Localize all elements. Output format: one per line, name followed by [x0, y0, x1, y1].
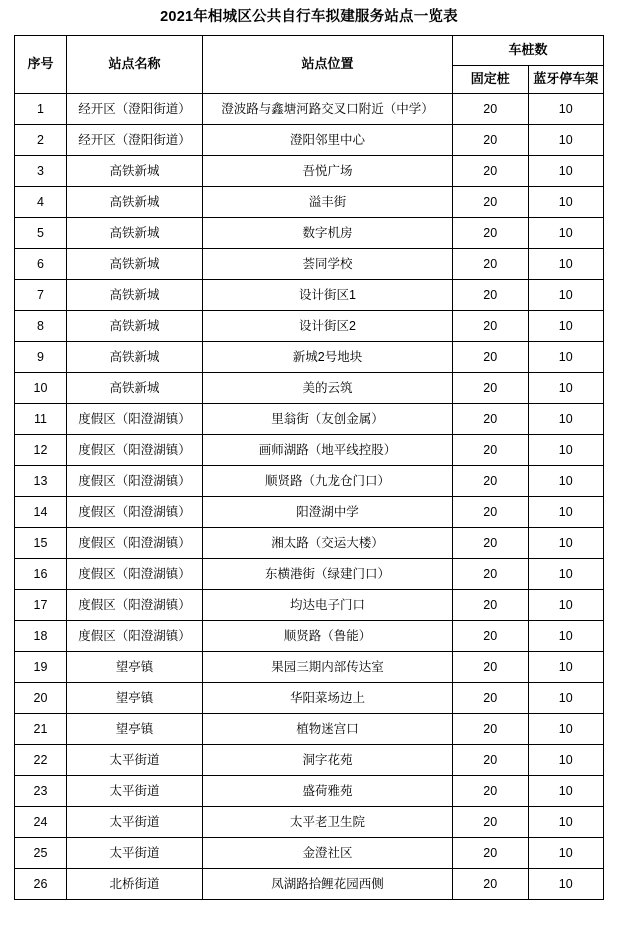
cell-fixed-pile: 20	[453, 745, 529, 776]
cell-fixed-pile: 20	[453, 404, 529, 435]
table-row	[15, 94, 604, 125]
cell-station-location: 美的云筑	[203, 373, 453, 404]
cell-seq: 17	[15, 590, 67, 621]
cell-station-location: 植物迷宫口	[203, 714, 453, 745]
cell-seq: 22	[15, 745, 67, 776]
cell-fixed-pile: 20	[453, 311, 529, 342]
table-row	[15, 156, 604, 187]
cell-station-name: 度假区（阳澄湖镇）	[67, 466, 203, 497]
cell-station-location: 澄波路与鑫塘河路交叉口附近（中学）	[203, 94, 453, 125]
cell-station-name: 度假区（阳澄湖镇）	[67, 621, 203, 652]
cell-fixed-pile: 20	[453, 156, 529, 187]
cell-fixed-pile: 20	[453, 559, 529, 590]
table-row	[15, 652, 604, 683]
table-row	[15, 590, 604, 621]
cell-seq: 25	[15, 838, 67, 869]
cell-fixed-pile: 20	[453, 528, 529, 559]
cell-bluetooth-rack: 10	[528, 342, 604, 373]
cell-station-location: 盛荷雅苑	[203, 776, 453, 807]
cell-station-location: 澄阳邻里中心	[203, 125, 453, 156]
cell-station-name: 高铁新城	[67, 342, 203, 373]
cell-seq: 21	[15, 714, 67, 745]
cell-bluetooth-rack: 10	[528, 466, 604, 497]
column-header-bluetooth-rack: 蓝牙停车架	[528, 66, 604, 94]
column-header-pile-group: 车桩数	[453, 36, 604, 66]
cell-seq: 19	[15, 652, 67, 683]
cell-station-location: 阳澄湖中学	[203, 497, 453, 528]
table-row	[15, 497, 604, 528]
cell-station-name: 太平街道	[67, 776, 203, 807]
cell-fixed-pile: 20	[453, 683, 529, 714]
cell-bluetooth-rack: 10	[528, 187, 604, 218]
table-row	[15, 404, 604, 435]
cell-station-name: 度假区（阳澄湖镇）	[67, 528, 203, 559]
cell-bluetooth-rack: 10	[528, 497, 604, 528]
table-row	[15, 745, 604, 776]
cell-seq: 26	[15, 869, 67, 900]
table-header-row-top	[15, 36, 604, 66]
column-header-seq: 序号	[15, 36, 67, 94]
table-row	[15, 125, 604, 156]
cell-station-location: 湘太路（交运大楼）	[203, 528, 453, 559]
cell-station-name: 望亭镇	[67, 714, 203, 745]
cell-station-name: 度假区（阳澄湖镇）	[67, 559, 203, 590]
column-header-station-location: 站点位置	[203, 36, 453, 94]
cell-bluetooth-rack: 10	[528, 156, 604, 187]
table-row	[15, 373, 604, 404]
table-row	[15, 683, 604, 714]
cell-bluetooth-rack: 10	[528, 528, 604, 559]
cell-station-location: 画师湖路（地平线控股）	[203, 435, 453, 466]
cell-station-location: 溢丰街	[203, 187, 453, 218]
cell-seq: 10	[15, 373, 67, 404]
table-body	[15, 94, 604, 900]
cell-fixed-pile: 20	[453, 373, 529, 404]
cell-station-name: 高铁新城	[67, 187, 203, 218]
cell-station-name: 高铁新城	[67, 218, 203, 249]
table-row	[15, 807, 604, 838]
cell-fixed-pile: 20	[453, 869, 529, 900]
cell-bluetooth-rack: 10	[528, 249, 604, 280]
cell-bluetooth-rack: 10	[528, 652, 604, 683]
cell-bluetooth-rack: 10	[528, 683, 604, 714]
cell-seq: 15	[15, 528, 67, 559]
cell-seq: 2	[15, 125, 67, 156]
cell-station-name: 度假区（阳澄湖镇）	[67, 404, 203, 435]
cell-seq: 3	[15, 156, 67, 187]
cell-bluetooth-rack: 10	[528, 218, 604, 249]
cell-fixed-pile: 20	[453, 435, 529, 466]
table-row	[15, 342, 604, 373]
cell-station-name: 高铁新城	[67, 373, 203, 404]
cell-station-name: 高铁新城	[67, 280, 203, 311]
table-header	[15, 36, 604, 94]
station-table	[14, 35, 604, 900]
cell-station-name: 经开区（澄阳街道）	[67, 94, 203, 125]
table-row	[15, 838, 604, 869]
cell-seq: 18	[15, 621, 67, 652]
cell-station-location: 果园三期内部传达室	[203, 652, 453, 683]
cell-station-location: 顺贤路（鲁能）	[203, 621, 453, 652]
cell-station-name: 北桥街道	[67, 869, 203, 900]
cell-station-name: 太平街道	[67, 745, 203, 776]
cell-bluetooth-rack: 10	[528, 869, 604, 900]
cell-seq: 23	[15, 776, 67, 807]
column-header-station-name: 站点名称	[67, 36, 203, 94]
cell-fixed-pile: 20	[453, 652, 529, 683]
table-row	[15, 869, 604, 900]
table-row	[15, 559, 604, 590]
cell-station-location: 设计街区1	[203, 280, 453, 311]
table-row	[15, 249, 604, 280]
cell-fixed-pile: 20	[453, 714, 529, 745]
cell-seq: 1	[15, 94, 67, 125]
cell-station-name: 度假区（阳澄湖镇）	[67, 590, 203, 621]
cell-seq: 20	[15, 683, 67, 714]
cell-seq: 4	[15, 187, 67, 218]
cell-seq: 14	[15, 497, 67, 528]
cell-fixed-pile: 20	[453, 342, 529, 373]
cell-bluetooth-rack: 10	[528, 807, 604, 838]
cell-seq: 11	[15, 404, 67, 435]
cell-station-location: 金澄社区	[203, 838, 453, 869]
cell-fixed-pile: 20	[453, 621, 529, 652]
cell-station-location: 太平老卫生院	[203, 807, 453, 838]
table-row	[15, 528, 604, 559]
column-header-fixed-pile: 固定桩	[453, 66, 529, 94]
cell-station-location: 数字机房	[203, 218, 453, 249]
page-title: 2021年相城区公共自行车拟建服务站点一览表	[160, 9, 458, 25]
cell-seq: 13	[15, 466, 67, 497]
cell-fixed-pile: 20	[453, 776, 529, 807]
cell-seq: 5	[15, 218, 67, 249]
cell-station-location: 洞字花苑	[203, 745, 453, 776]
cell-station-location: 东横港街（绿建门口）	[203, 559, 453, 590]
cell-station-name: 高铁新城	[67, 311, 203, 342]
cell-bluetooth-rack: 10	[528, 559, 604, 590]
cell-fixed-pile: 20	[453, 187, 529, 218]
cell-fixed-pile: 20	[453, 590, 529, 621]
cell-station-name: 度假区（阳澄湖镇）	[67, 435, 203, 466]
cell-station-name: 高铁新城	[67, 249, 203, 280]
table-row	[15, 776, 604, 807]
cell-station-name: 经开区（澄阳街道）	[67, 125, 203, 156]
cell-station-name: 望亭镇	[67, 652, 203, 683]
cell-seq: 6	[15, 249, 67, 280]
cell-station-location: 荟同学校	[203, 249, 453, 280]
cell-seq: 9	[15, 342, 67, 373]
cell-seq: 7	[15, 280, 67, 311]
cell-fixed-pile: 20	[453, 125, 529, 156]
cell-bluetooth-rack: 10	[528, 373, 604, 404]
cell-station-location: 里翁街（友创金属）	[203, 404, 453, 435]
table-row	[15, 435, 604, 466]
cell-bluetooth-rack: 10	[528, 311, 604, 342]
cell-bluetooth-rack: 10	[528, 838, 604, 869]
cell-station-location: 华阳菜场边上	[203, 683, 453, 714]
cell-bluetooth-rack: 10	[528, 435, 604, 466]
cell-station-name: 高铁新城	[67, 156, 203, 187]
cell-bluetooth-rack: 10	[528, 125, 604, 156]
cell-seq: 16	[15, 559, 67, 590]
table-row	[15, 621, 604, 652]
cell-bluetooth-rack: 10	[528, 280, 604, 311]
table-row	[15, 466, 604, 497]
cell-station-name: 望亭镇	[67, 683, 203, 714]
table-row	[15, 218, 604, 249]
cell-fixed-pile: 20	[453, 497, 529, 528]
cell-bluetooth-rack: 10	[528, 590, 604, 621]
cell-bluetooth-rack: 10	[528, 745, 604, 776]
cell-station-location: 凤湖路拾鲤花园西侧	[203, 869, 453, 900]
cell-station-location: 顺贤路（九龙仓门口）	[203, 466, 453, 497]
table-row	[15, 714, 604, 745]
cell-fixed-pile: 20	[453, 249, 529, 280]
cell-station-name: 太平街道	[67, 807, 203, 838]
cell-seq: 24	[15, 807, 67, 838]
cell-station-name: 度假区（阳澄湖镇）	[67, 497, 203, 528]
cell-fixed-pile: 20	[453, 94, 529, 125]
table-row	[15, 280, 604, 311]
cell-fixed-pile: 20	[453, 218, 529, 249]
cell-seq: 12	[15, 435, 67, 466]
cell-station-location: 均达电子门口	[203, 590, 453, 621]
cell-bluetooth-rack: 10	[528, 94, 604, 125]
cell-seq: 8	[15, 311, 67, 342]
cell-fixed-pile: 20	[453, 280, 529, 311]
cell-bluetooth-rack: 10	[528, 776, 604, 807]
table-row	[15, 311, 604, 342]
cell-station-location: 新城2号地块	[203, 342, 453, 373]
cell-station-name: 太平街道	[67, 838, 203, 869]
cell-fixed-pile: 20	[453, 807, 529, 838]
cell-bluetooth-rack: 10	[528, 621, 604, 652]
cell-station-location: 设计街区2	[203, 311, 453, 342]
cell-fixed-pile: 20	[453, 838, 529, 869]
cell-fixed-pile: 20	[453, 466, 529, 497]
cell-station-location: 吾悦广场	[203, 156, 453, 187]
table-row	[15, 187, 604, 218]
cell-bluetooth-rack: 10	[528, 404, 604, 435]
cell-bluetooth-rack: 10	[528, 714, 604, 745]
